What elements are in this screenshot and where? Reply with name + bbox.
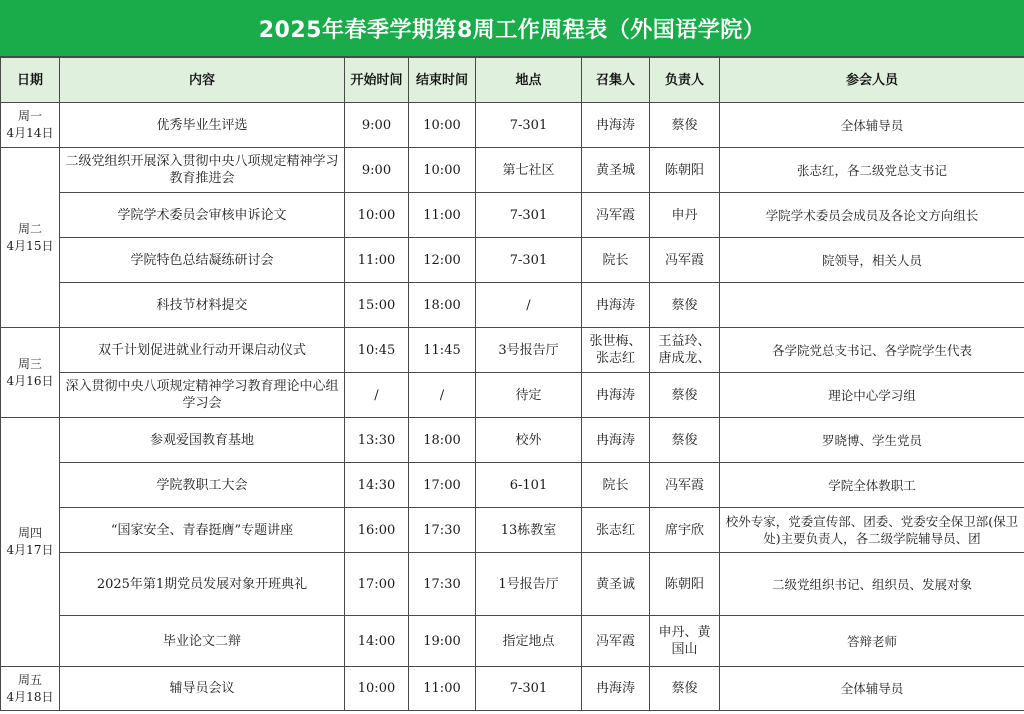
cell-convener: 黄圣城 [582,148,650,193]
table-row [1,373,1024,418]
col-header-convener: 召集人 [582,58,650,103]
cell-location: 13栋教室 [476,508,582,553]
cell-convener: 冉海涛 [582,373,650,418]
cell-content: 学院教职工大会 [60,463,345,508]
cell-start: 14:00 [345,616,409,667]
cell-content: 学院学术委员会审核申诉论文 [60,193,345,238]
cell-content: 二级党组织开展深入贯彻中央八项规定精神学习教育推进会 [60,148,345,193]
cell-start: 14:30 [345,463,409,508]
cell-attendees: 二级党组织书记、组织员、发展对象 [720,553,1024,616]
cell-start: 11:00 [345,238,409,283]
day-cell-friday [1,667,60,711]
cell-end: 17:30 [409,553,476,616]
schedule-table [0,57,1024,711]
cell-convener: 院长 [582,238,650,283]
table-row [1,508,1024,553]
cell-start: 9:00 [345,148,409,193]
day-cell-tuesday [1,148,60,328]
cell-attendees: 理论中心学习组 [720,373,1024,418]
table-row [1,463,1024,508]
cell-start: 9:00 [345,103,409,148]
cell-convener: 黄圣诚 [582,553,650,616]
cell-start: / [345,373,409,418]
cell-attendees: 学院全体教职工 [720,463,1024,508]
col-header-content: 内容 [60,58,345,103]
cell-location: 7-301 [476,193,582,238]
cell-owner: 蔡俊 [650,418,720,463]
day-cell-wednesday [1,328,60,418]
cell-owner [650,328,720,373]
cell-convener: 冉海涛 [582,103,650,148]
cell-attendees: 全体辅导员 [720,103,1024,148]
cell-attendees: 罗晓博、学生党员 [720,418,1024,463]
cell-end: 11:45 [409,328,476,373]
cell-convener: 冉海涛 [582,667,650,711]
cell-location: 7-301 [476,667,582,711]
cell-end: 17:00 [409,463,476,508]
cell-content: 优秀毕业生评选 [60,103,345,148]
cell-attendees: 学院学术委员会成员及各论文方向组长 [720,193,1024,238]
cell-owner: 申丹 [650,193,720,238]
cell-start: 10:00 [345,193,409,238]
cell-end: 12:00 [409,238,476,283]
cell-location: 待定 [476,373,582,418]
table-row [1,238,1024,283]
col-header-location: 地点 [476,58,582,103]
day-date: 4月15日 [6,238,54,253]
cell-start: 13:30 [345,418,409,463]
header-row [1,58,1024,103]
cell-convener: 张志红 [582,508,650,553]
cell-location: 1号报告厅 [476,553,582,616]
cell-content: “国家安全、青春挺膺”专题讲座 [60,508,345,553]
cell-start: 16:00 [345,508,409,553]
cell-content: 科技节材料提交 [60,283,345,328]
day-weekday: 周四 [17,526,42,540]
cell-end: 17:30 [409,508,476,553]
table-row [1,148,1024,193]
table-row [1,193,1024,238]
cell-attendees: 张志红，各二级党总支书记 [720,148,1024,193]
col-header-date: 日期 [1,58,60,103]
cell-convener: 院长 [582,463,650,508]
cell-start: 17:00 [345,553,409,616]
cell-location: 第七社区 [476,148,582,193]
cell-end: 18:00 [409,283,476,328]
table-row [1,667,1024,711]
cell-attendees: 全体辅导员 [720,667,1024,711]
cell-convener: 冯军霞 [582,616,650,667]
col-header-end-label: 结束时间 [415,72,468,88]
cell-owner: 蔡俊 [650,103,720,148]
cell-end: 19:00 [409,616,476,667]
day-weekday: 周三 [17,356,42,371]
cell-end: 11:00 [409,667,476,711]
cell-attendees [720,283,1024,328]
day-weekday: 周二 [17,221,42,236]
cell-location: 校外 [476,418,582,463]
col-header-owner: 负责人 [650,58,720,103]
convener-text: 张世梅、张志红 [589,334,642,366]
cell-convener: 冯军霞 [582,193,650,238]
col-header-end [409,58,476,103]
cell-convener [582,328,650,373]
table-row [1,553,1024,616]
day-cell-thursday [1,418,60,667]
table-row [1,616,1024,667]
cell-end: / [409,373,476,418]
cell-content: 双千计划促进就业行动开课启动仪式 [60,328,345,373]
cell-convener: 冉海涛 [582,283,650,328]
day-weekday: 周一 [17,109,42,123]
day-date: 4月16日 [6,373,54,388]
cell-end: 18:00 [409,418,476,463]
cell-location: 3号报告厅 [476,328,582,373]
cell-owner: 冯军霞 [650,463,720,508]
cell-start: 10:45 [345,328,409,373]
day-weekday: 周五 [17,672,42,687]
col-header-start: 开始时间 [345,58,409,103]
day-cell-monday [1,103,60,148]
cell-content: 深入贯彻中央八项规定精神学习教育理论中心组学习会 [60,373,345,418]
table-row [1,103,1024,148]
table-row [1,328,1024,373]
cell-owner: 冯军霞 [650,238,720,283]
cell-location: 6-101 [476,463,582,508]
cell-attendees: 答辩老师 [720,616,1024,667]
owner-text: 王益玲、唐成龙、 [658,334,711,366]
cell-end: 11:00 [409,193,476,238]
cell-owner: 陈朝阳 [650,148,720,193]
attendees-text: 校外专家，党委宣传部、团委、党委安全保卫部(保卫处)主要负责人，各二级学院辅导员、团 [725,514,1019,546]
day-date: 4月14日 [6,126,54,140]
cell-start: 15:00 [345,283,409,328]
cell-owner: 席宇欣 [650,508,720,553]
cell-attendees: 院领导，相关人员 [720,238,1024,283]
cell-start: 10:00 [345,667,409,711]
day-date: 4月18日 [6,689,54,704]
cell-content: 毕业论文二辩 [60,616,345,667]
cell-convener: 冉海涛 [582,418,650,463]
cell-owner: 蔡俊 [650,373,720,418]
table-row [1,283,1024,328]
cell-location: / [476,283,582,328]
day-date: 4月17日 [6,543,54,557]
cell-content: 2025年第1期党员发展对象开班典礼 [60,553,345,616]
sheet-title: 2025年春季学期第8周工作周程表（外国语学院） [0,0,1024,57]
cell-content: 参观爱国教育基地 [60,418,345,463]
cell-attendees [720,508,1024,553]
cell-owner: 蔡俊 [650,667,720,711]
cell-location: 7-301 [476,238,582,283]
table-row [1,418,1024,463]
cell-attendees: 各学院党总支书记、各学院学生代表 [720,328,1024,373]
cell-location: 7-301 [476,103,582,148]
cell-content: 辅导员会议 [60,667,345,711]
cell-owner: 申丹、黄国山 [650,616,720,667]
cell-end: 10:00 [409,148,476,193]
cell-owner: 蔡俊 [650,283,720,328]
cell-end: 10:00 [409,103,476,148]
cell-location: 指定地点 [476,616,582,667]
cell-content: 学院特色总结凝练研讨会 [60,238,345,283]
cell-owner: 陈朝阳 [650,553,720,616]
col-header-attendees: 参会人员 [720,58,1024,103]
